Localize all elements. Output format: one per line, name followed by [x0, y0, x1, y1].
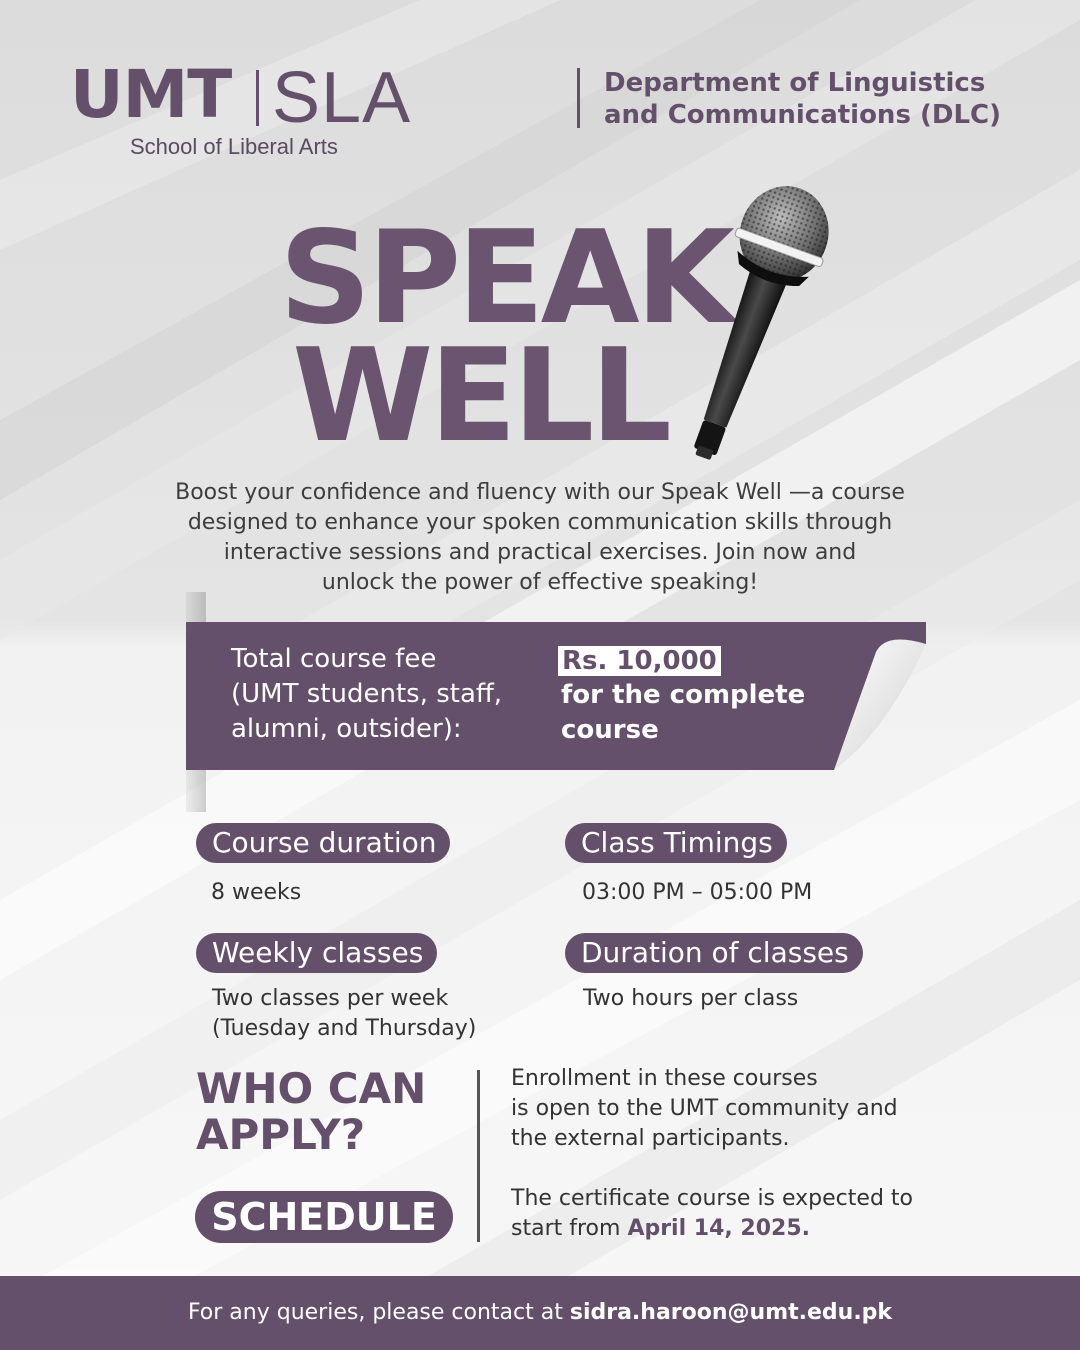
fee-label: [231, 642, 551, 747]
fee-desc-line-2: course: [561, 715, 659, 745]
class-timings-pill: Class Timings: [565, 823, 787, 863]
certificate-line-1: The certificate course is expected to: [511, 1186, 913, 1211]
duration-of-classes-pill: Duration of classes: [565, 933, 863, 973]
enrollment-text: [511, 1064, 981, 1154]
title-line-1: SPEAK: [279, 204, 731, 353]
intro-line-2: designed to enhance your spoken communication skills through: [187, 510, 893, 535]
enroll-line-3: the external participants.: [511, 1126, 790, 1151]
logo-umt: UMT: [70, 56, 232, 133]
contact-footer: [0, 1276, 1080, 1350]
who-line-1: WHO CAN: [196, 1064, 427, 1113]
intro-line-3: interactive sessions and practical exercises. Join now and: [223, 540, 857, 565]
department-name: [604, 67, 1024, 131]
department-line-2: and Communications (DLC): [604, 100, 1001, 130]
start-date: April 14, 2025.: [627, 1216, 811, 1241]
who-line-2: APPLY?: [196, 1110, 366, 1159]
schedule-badge: SCHEDULE: [195, 1191, 453, 1243]
department-line-1: Department of Linguistics: [604, 68, 986, 98]
weekly-classes-line-1: Two classes per week: [212, 986, 449, 1011]
class-timings-value: 03:00 PM – 05:00 PM: [582, 880, 813, 905]
course-description: [110, 478, 970, 598]
logo-divider: [256, 70, 259, 126]
certificate-prefix: start from: [511, 1216, 628, 1241]
fee-desc-line-1: for the complete: [561, 680, 806, 710]
weekly-classes-value: [212, 984, 476, 1044]
intro-line-1: Boost your confidence and fluency with our Speak Well —a course: [175, 480, 905, 505]
fee-amount: Rs. 10,000: [558, 646, 721, 676]
department-divider: [577, 68, 580, 128]
course-duration-value: 8 weeks: [211, 880, 302, 905]
schedule-text: [511, 1184, 991, 1244]
contact-email-link[interactable]: sidra.haroon@umt.edu.pk: [569, 1300, 893, 1325]
intro-line-4: unlock the power of effective speaking!: [321, 570, 759, 595]
microphone-icon: [630, 185, 850, 480]
apply-divider: [477, 1070, 480, 1242]
enroll-line-1: Enrollment in these courses: [511, 1066, 818, 1091]
enroll-line-2: is open to the UMT community and: [511, 1096, 898, 1121]
fee-description: [561, 678, 841, 748]
duration-of-classes-value: Two hours per class: [583, 986, 799, 1011]
weekly-classes-pill: Weekly classes: [196, 933, 437, 973]
fee-label-line-3: alumni, outsider):: [231, 714, 462, 744]
course-duration-pill: Course duration: [196, 823, 450, 863]
who-can-apply-heading: [196, 1066, 476, 1158]
footer-text: For any queries, please contact at: [187, 1300, 570, 1325]
weekly-classes-line-2: (Tuesday and Thursday): [212, 1016, 477, 1041]
logo-subtitle: School of Liberal Arts: [130, 134, 338, 159]
certificate-line-2: [511, 1214, 991, 1244]
fee-label-line-2: (UMT students, staff,: [231, 679, 503, 709]
title-line-2: WELL: [292, 322, 668, 471]
fee-label-line-1: Total course fee: [231, 644, 437, 674]
logo-sla: SLA: [272, 58, 412, 138]
